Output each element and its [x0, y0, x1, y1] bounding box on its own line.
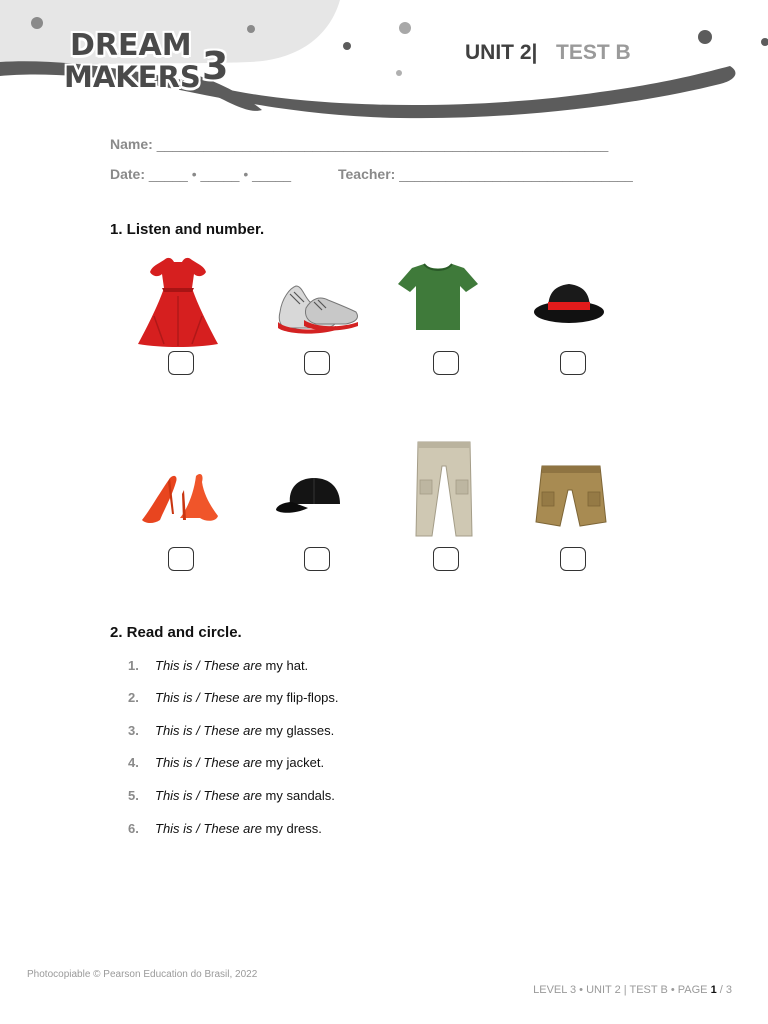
circle-options[interactable]: This is / These are: [155, 723, 262, 738]
name-field[interactable]: [110, 136, 608, 152]
dream-makers-logo: [56, 22, 236, 102]
name-label: Name:: [110, 136, 153, 152]
green-tshirt-picture: [396, 262, 480, 332]
circle-options[interactable]: This is / These are: [155, 821, 262, 836]
sneakers-picture: [276, 282, 360, 336]
red-dress-picture: [134, 256, 222, 348]
black-hat-picture: [532, 282, 606, 324]
total-pages: / 3: [716, 984, 732, 996]
beige-trousers-picture: [412, 440, 476, 538]
item-number: 2.: [128, 690, 139, 705]
black-cap-picture: [274, 476, 342, 518]
test-title: TEST B: [556, 41, 631, 64]
circle-options[interactable]: This is / These are: [155, 755, 262, 770]
circle-options[interactable]: This is / These are: [155, 788, 262, 803]
circle-options[interactable]: This is / These are: [155, 690, 262, 705]
teacher-label: Teacher:: [338, 166, 396, 182]
item-number: 4.: [128, 755, 139, 770]
copyright-notice: Photocopiable © Pearson Education do Brasil, 2022: [27, 969, 258, 980]
item-text: my glasses.: [261, 723, 335, 738]
brown-shorts-picture: [534, 464, 608, 530]
date-label: Date:: [110, 166, 146, 182]
item-number: 5.: [128, 788, 139, 803]
exercise-2-title: 2. Read and circle.: [110, 624, 242, 641]
item-text: my flip-flops.: [261, 690, 339, 705]
answer-box-tshirt[interactable]: [433, 351, 459, 375]
answer-box-sneakers[interactable]: [304, 351, 330, 375]
item-text: my sandals.: [261, 788, 335, 803]
unit-title: UNIT 2|: [465, 41, 538, 64]
item-text: my jacket.: [261, 755, 325, 770]
date-field[interactable]: [110, 166, 291, 182]
answer-box-heels[interactable]: [168, 547, 194, 571]
page-info: [533, 984, 732, 996]
exercise-1-title: 1. Listen and number.: [110, 221, 265, 238]
answer-box-dress[interactable]: [168, 351, 194, 375]
answer-box-hat[interactable]: [560, 351, 586, 375]
item-number: 6.: [128, 821, 139, 836]
answer-box-cap[interactable]: [304, 547, 330, 571]
circle-options[interactable]: This is / These are: [155, 658, 262, 673]
answer-box-shorts[interactable]: [560, 547, 586, 571]
page-info-text: LEVEL 3 • UNIT 2 | TEST B • PAGE: [533, 984, 711, 996]
answer-box-trousers[interactable]: [433, 547, 459, 571]
red-high-heels-picture: [140, 470, 220, 526]
logo-line-dream: DREAM: [70, 28, 192, 63]
page-header: [0, 0, 768, 125]
item-number: 1.: [128, 658, 139, 673]
date-blank: _____ • _____ • _____: [148, 166, 292, 182]
item-number: 3.: [128, 723, 139, 738]
teacher-field[interactable]: [338, 166, 633, 182]
logo-line-makers: MAKERS: [64, 60, 201, 94]
name-line: __________________________________________________________: [156, 136, 609, 152]
current-page-number: 1: [710, 984, 717, 996]
logo-level-number: 3: [202, 44, 229, 88]
item-text: my dress.: [261, 821, 322, 836]
teacher-line: ______________________________: [399, 166, 633, 182]
item-text: my hat.: [261, 658, 309, 673]
